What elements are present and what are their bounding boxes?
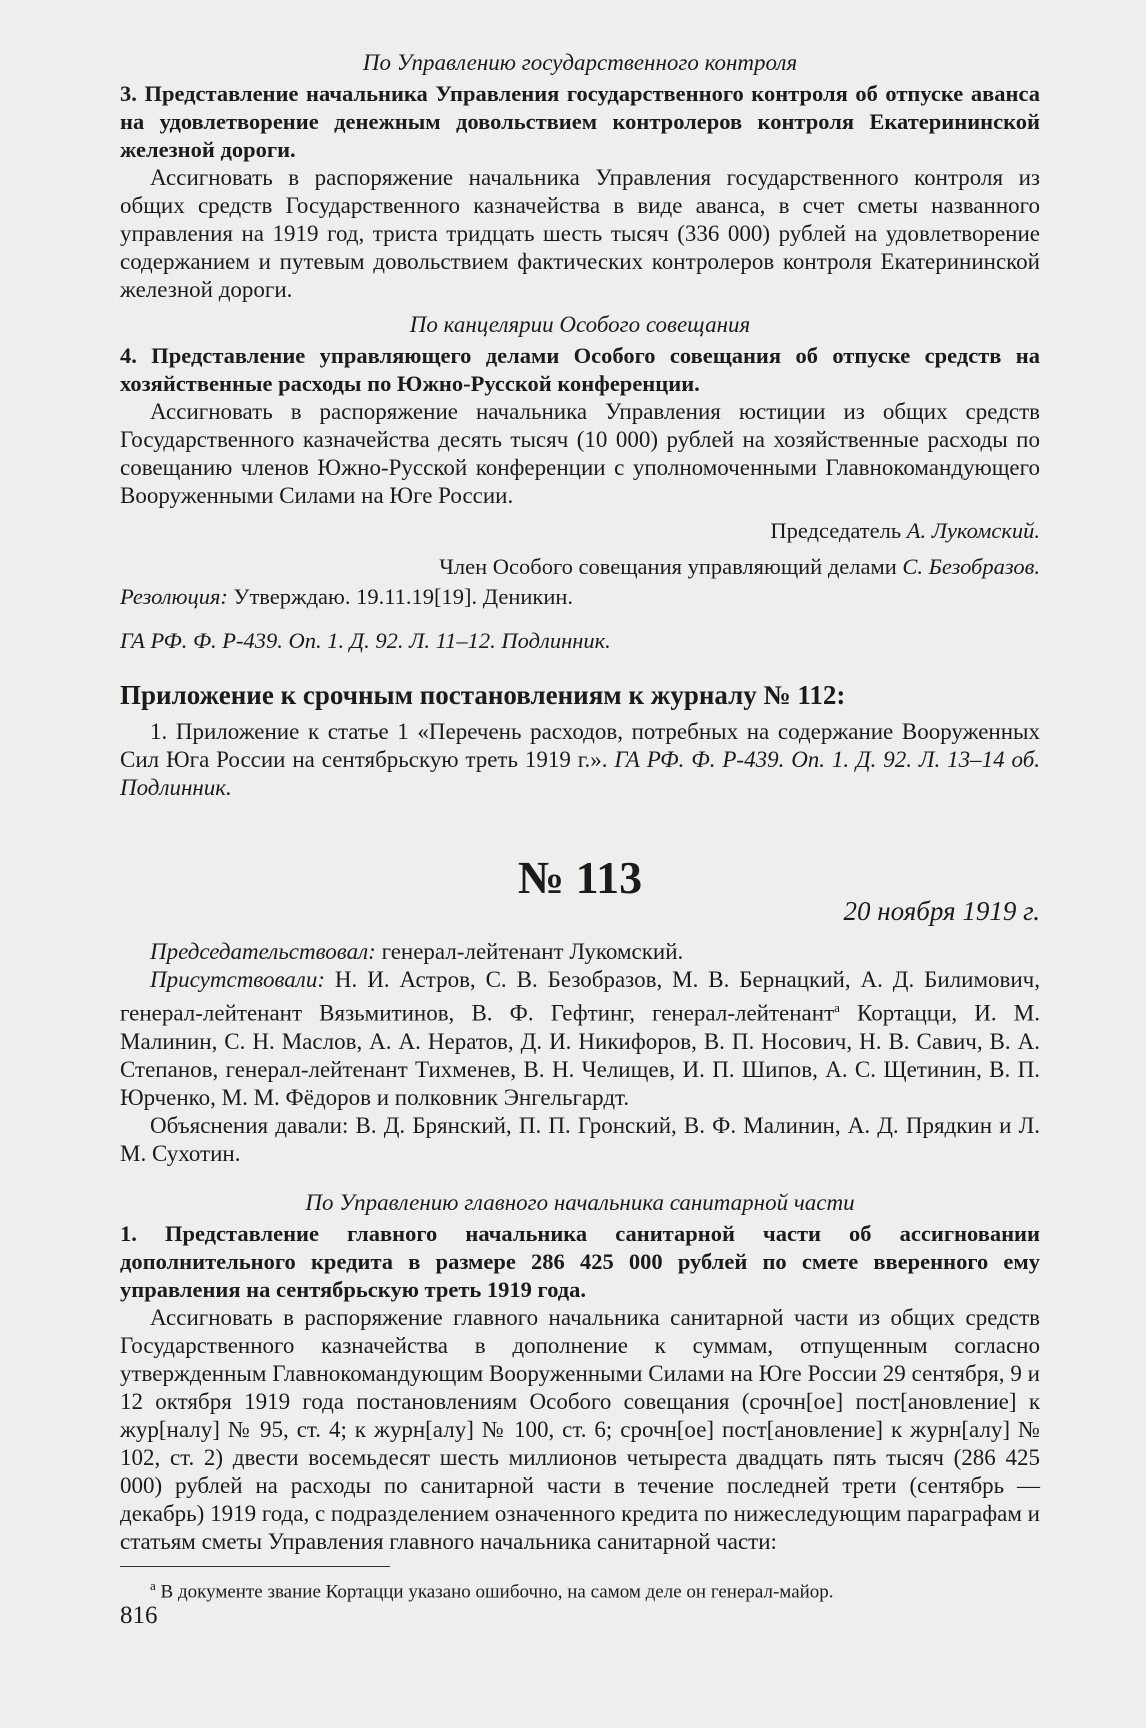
chair-signature-name: А. Лукомский. bbox=[906, 518, 1040, 543]
section-title-control: По Управлению государственного контроля bbox=[362, 50, 798, 75]
footnote-text: В документе звание Кортацци указано ошибочно, на самом деле он генерал-майор. bbox=[155, 1580, 834, 1602]
present-names-part2: Кортацци, И. М. Малинин, С. Н. Маслов, А. А. Нератов, Д. И. Никифоров, В. П. Носович, Н. В. Савич, В. А. Степанов, генерал-лейтенант Тихменев, В. Н. Челищев, И. П. Шипов, А. С. Щетинин, В. П. Юрченко, М. М. Фёдоров и полковник Энгельгардт. bbox=[120, 1000, 1040, 1110]
member-signature bbox=[120, 552, 1040, 582]
resolution-label: Резолюция: bbox=[120, 584, 228, 609]
section-title-chancery: По канцелярии Особого совещания bbox=[409, 312, 751, 337]
chaired-by-label: Председательствовал: bbox=[150, 939, 376, 964]
footnote-rule bbox=[120, 1566, 390, 1567]
sanitary-item-heading: 1. Представление главного начальника санитарной части об ассигновании дополнительного кредита в размере 286 425 000 рублей по смете вверенного ему управления на сентябрьскую треть 1919 года. bbox=[120, 1220, 1040, 1302]
appendix-item-source: ГА РФ. Ф. Р-439. Оп. 1. Д. 92. Л. 13–14 об. Подлинник. bbox=[120, 747, 1041, 800]
chair-signature bbox=[120, 516, 1040, 546]
document-date: 20 ноября 1919 г. bbox=[843, 896, 1040, 926]
sanitary-item-body: Ассигновать в распоряжение главного начальника санитарной части из общих средств Государственного казначейства в дополнение к суммам, отпущенным согласно утвержденным Главнокомандующим Вооруженными Силами на Юге России 29 сентября, 9 и 12 октября 1919 года постановлениям Особого совещания (срочн[ое] пост[ановление] к жур[налу] № 95, ст. 4; к журн[алу] № 100, ст. 6; срочн[ое] пост[ановление] к журн[алу] № 102, ст. 2) двести восемьдесят шесть миллионов четыреста двадцать пять тысяч (286 425 000) рублей на расходы по санитарной части в течение последней трети (сентябрь — декабрь) 1919 года, с подразделением означенного кредита по нижеследующим параграфам и статьям сметы Управления главного начальника санитарной части: bbox=[120, 1304, 1040, 1554]
page-number: 816 bbox=[120, 1602, 158, 1629]
item-heading-4: 4. Представление управляющего делами Особого совещания об отпуске средств на хозяйственные расходы по Южно-Русской конференции. bbox=[120, 343, 1040, 396]
chair-signature-label: Председатель bbox=[770, 518, 902, 543]
present-names-part1: Н. И. Астров, С. В. Безобразов, М. В. Бернацкий, А. Д. Билимович, генерал-лейтенант Вязьмитинов, В. Ф. Гефтинг, генерал-лейтенант bbox=[120, 967, 1040, 1026]
item-body-3: Ассигновать в распоряжение начальника Управления государственного контроля из общих средств Государственного казначейства в виде аванса, в счет сметы названного управления на 1919 год, триста тридцать шесть тысяч (336 000) рублей на удовлетворение содержанием и путевым довольствием фактических контролеров контроля Екатерининской железной дороги. bbox=[120, 165, 1040, 302]
appendix-item-text: 1. Приложение к статье 1 «Перечень расходов, потребных на содержание Вооруженных Сил Юга России на сентябрьскую треть 1919 г.». bbox=[120, 719, 1040, 772]
appendix-title: Приложение к срочным постановлениям к журналу № 112: bbox=[120, 680, 846, 710]
item-heading-3: 3. Представление начальника Управления государственного контроля об отпуске аванса на удовлетворение денежным довольствием контролеров контроля Екатерининской железной дороги. bbox=[120, 81, 1040, 162]
present-label: Присутствовали: bbox=[150, 967, 325, 992]
footnote-ref: а bbox=[834, 1000, 840, 1015]
explanations-names: В. Д. Брянский, П. П. Гронский, В. Ф. Малинин, А. Д. Прядкин и Л. М. Сухотин. bbox=[120, 1112, 1040, 1166]
member-signature-name: С. Безобразов. bbox=[902, 554, 1040, 579]
present-list bbox=[120, 966, 1040, 1112]
item-body-4: Ассигновать в распоряжение начальника Управления юстиции из общих средств Государственного казначейства десять тысяч (10 000) рублей на хозяйственные расходы по совещанию членов Южно-Русской конференции с уполномоченными Главнокомандующего Вооруженными Силами на Юге России. bbox=[120, 399, 1040, 508]
document-number: № 113 bbox=[517, 852, 643, 903]
appendix-item bbox=[120, 718, 1040, 802]
footnote-mark: а bbox=[150, 1577, 156, 1593]
resolution bbox=[120, 582, 1040, 612]
resolution-text: Утверждаю. 19.11.19[19]. Деникин. bbox=[233, 584, 574, 609]
explanations bbox=[120, 1112, 1040, 1168]
section-title-sanitary: По Управлению главного начальника санитарной части bbox=[305, 1189, 855, 1215]
source-reference: ГА РФ. Ф. Р-439. Оп. 1. Д. 92. Л. 11–12. Подлинник. bbox=[120, 628, 611, 653]
footnote bbox=[120, 1573, 1040, 1605]
explanations-label: Объяснения давали: bbox=[150, 1112, 349, 1138]
member-signature-label: Член Особого совещания управляющий делами bbox=[439, 554, 897, 579]
text-column bbox=[120, 42, 1040, 1605]
chaired-by bbox=[120, 938, 1040, 966]
chaired-by-name: генерал-лейтенант Лукомский. bbox=[381, 939, 684, 964]
